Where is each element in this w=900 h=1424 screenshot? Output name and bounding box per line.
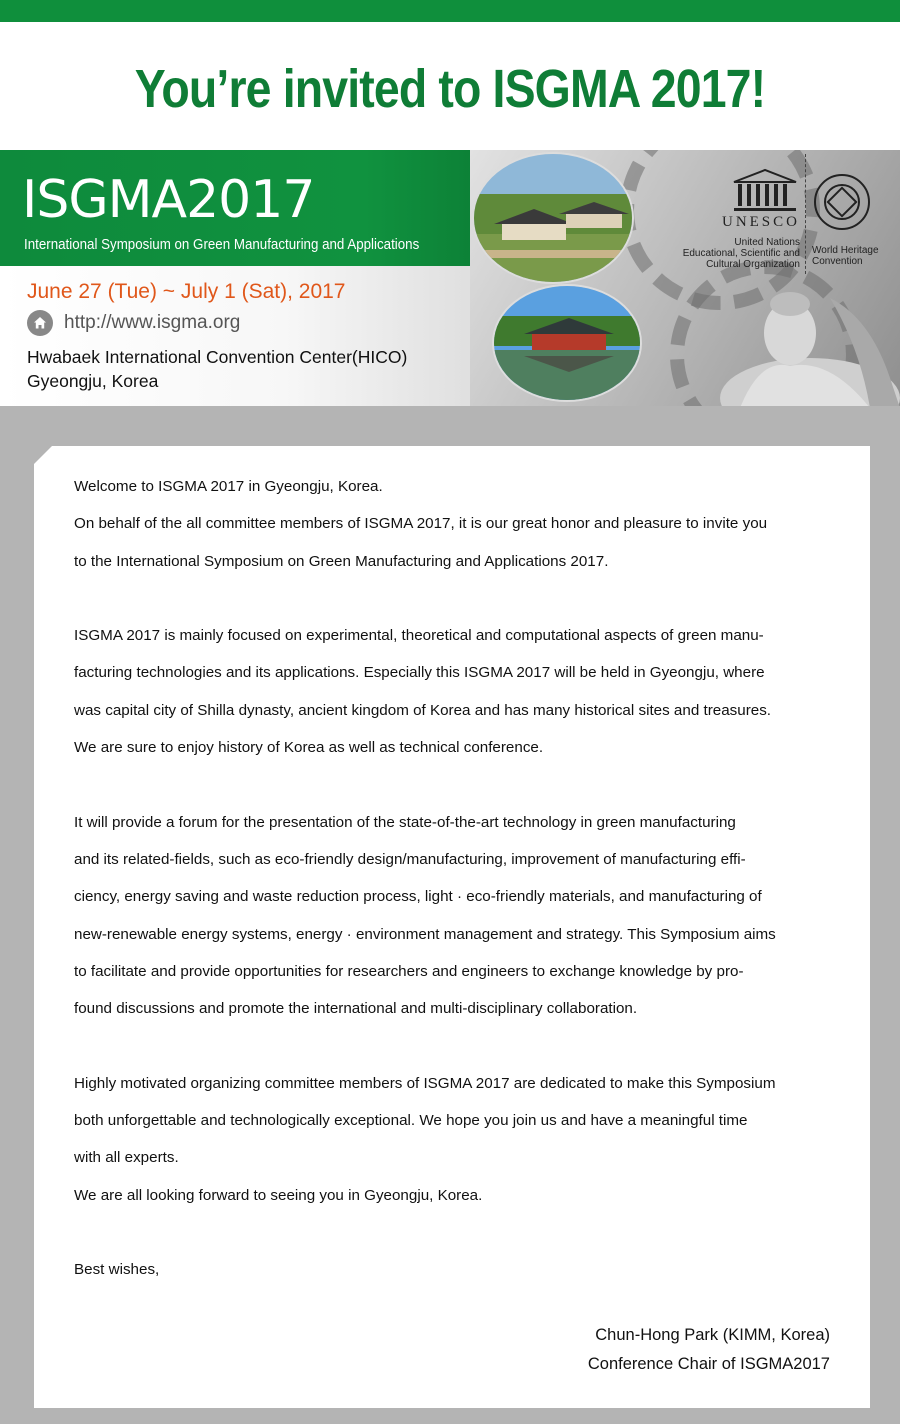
world-heritage-caption: World Heritage Convention (812, 245, 879, 267)
world-heritage-logo (812, 172, 892, 267)
anapji-pavilion-photo (492, 284, 642, 402)
website-row[interactable] (27, 310, 240, 336)
letter-line: ISGMA 2017 is mainly focused on experimental, theoretical and computational aspects of green manu- (74, 627, 764, 645)
unesco-emblem-icon (730, 168, 800, 212)
letter-line: Welcome to ISGMA 2017 in Gyeongju, Korea. (74, 478, 383, 495)
symposium-full-name: International Symposium on Green Manufacturing and Applications (24, 237, 420, 253)
website-link[interactable]: http://www.isgma.org (64, 312, 241, 333)
buddha-statue-illustration (720, 278, 900, 406)
unesco-logo (660, 168, 800, 270)
letter-line: with all experts. (74, 1149, 179, 1167)
letter-line: new-renewable energy systems, energy · environment management and strategy. This Symposium aims (74, 925, 776, 943)
letter-line: both unforgettable and technologically exceptional. We hope you join us and have a meaningful time (74, 1112, 748, 1130)
letter-line: facturing technologies and its applications. Especially this ISGMA 2017 will be held in Gyeongju, where (74, 664, 765, 682)
venue-name: Hwabaek International Convention Center(HICO) (27, 347, 408, 367)
signature-title: Conference Chair of ISGMA2017 (587, 1355, 830, 1373)
hanok-village-photo (472, 152, 634, 284)
top-accent-bar (0, 0, 900, 22)
letter-line: and its related-fields, such as eco-friendly design/manufacturing, improvement of manufacturing effi- (74, 850, 746, 868)
letter-closing: Best wishes, (74, 1261, 160, 1279)
unesco-wordmark: UNESCO (721, 214, 800, 230)
unesco-caption: United Nations Educational, Scientific and Cultural Organization (682, 237, 800, 270)
letter-line: ciency, energy saving and waste reduction process, light · eco-friendly materials, and manufacturing of (74, 888, 762, 906)
letter-line: It will provide a forum for the presentation of the state-of-the-art technology in green manufacturing (74, 813, 736, 831)
page-headline: You’re invited to ISGMA 2017! (134, 59, 766, 119)
letter-line: On behalf of the all committee members of ISGMA 2017, it is our great honor and pleasure to invite you (74, 515, 768, 533)
event-dates: June 27 (Tue) ~ July 1 (Sat), 2017 (27, 280, 346, 303)
letter-line: found discussions and promote the international and multi-disciplinary collaboration. (74, 1000, 638, 1018)
logo-divider (805, 154, 806, 274)
letter-line: We are sure to enjoy history of Korea as well as technical conference. (74, 739, 544, 757)
signature-block (588, 1321, 830, 1379)
event-banner (0, 150, 900, 406)
letter-line: Highly motivated organizing committee members of ISGMA 2017 are dedicated to make this Symposium (74, 1074, 776, 1092)
letter-line: was capital city of Shilla dynasty, ancient kingdom of Korea and has many historical sites and treasures. (74, 701, 772, 719)
invitation-letter (74, 468, 864, 1289)
signature-name: Chun-Hong Park (KIMM, Korea) (595, 1326, 830, 1344)
letter-line: to facilitate and provide opportunities for researchers and engineers to exchange knowledge by pro- (74, 962, 744, 980)
home-icon (27, 310, 53, 336)
venue-city: Gyeongju, Korea (27, 371, 159, 391)
symposium-acronym: ISGMA2017 (22, 170, 315, 230)
world-heritage-emblem-icon (812, 172, 872, 232)
letter-line: We are all looking forward to seeing you in Gyeongju, Korea. (74, 1186, 483, 1204)
letter-line: to the International Symposium on Green Manufacturing and Applications 2017. (74, 552, 609, 570)
